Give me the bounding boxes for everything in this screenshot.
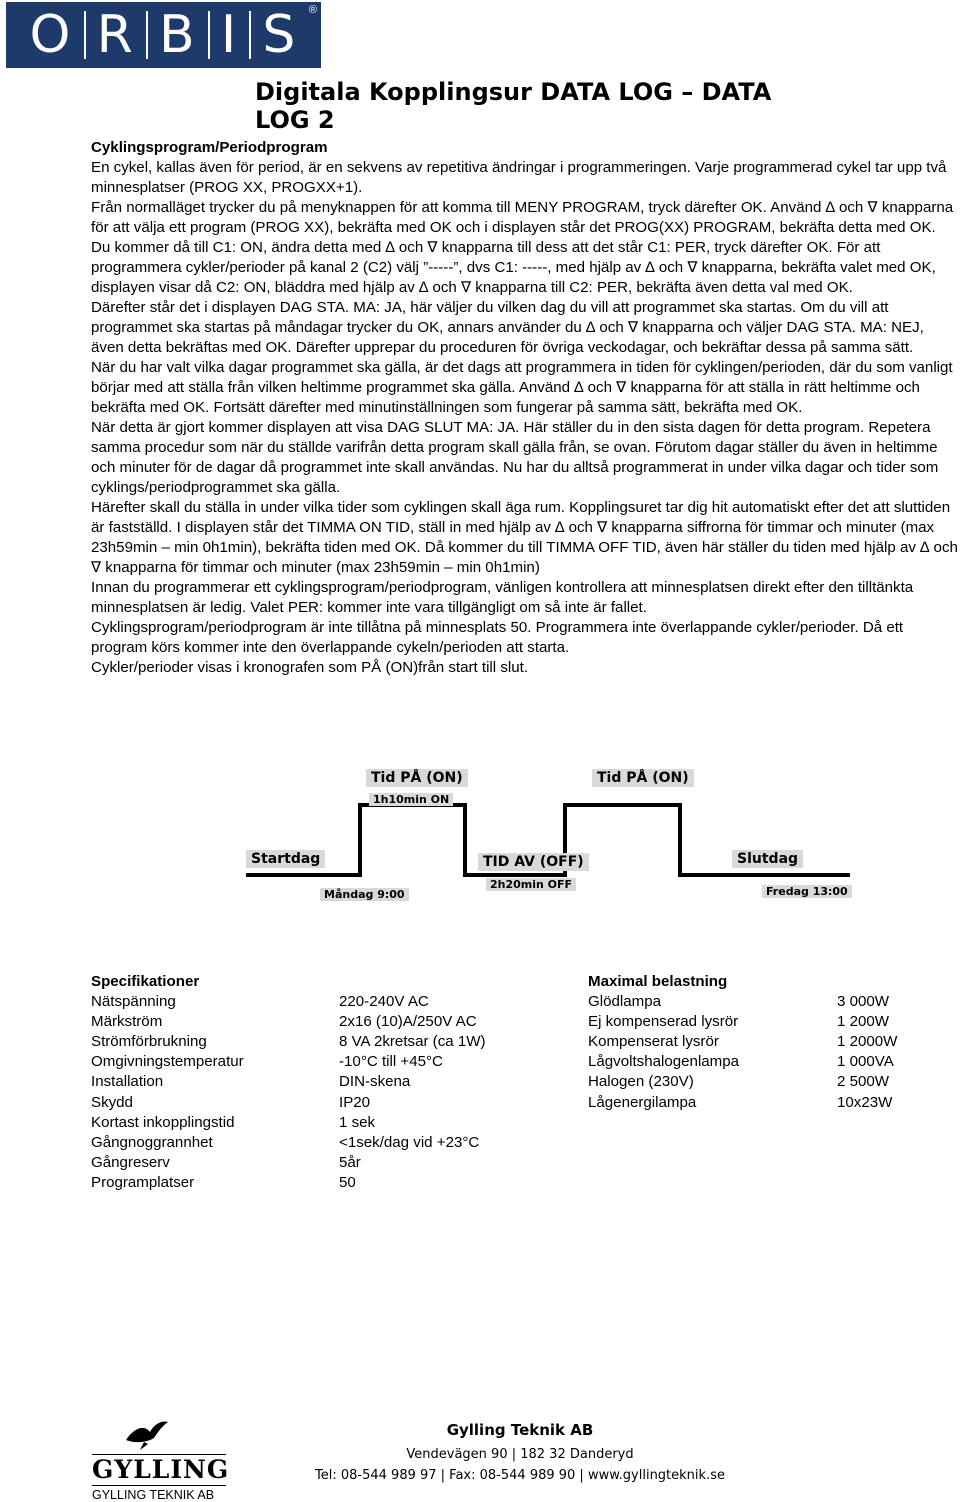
logo-letter: B — [159, 5, 197, 65]
spec-key: Märkström — [91, 1013, 163, 1031]
logo-letter: I — [220, 5, 239, 65]
spec-key: Omgivningstemperatur — [91, 1053, 244, 1071]
orbis-logo — [6, 2, 321, 68]
spec-key: Programplatser — [91, 1173, 195, 1191]
paragraph: När detta är gjort kommer displayen att visa DAG SLUT MA: JA. Här ställer du in den sista dagen för detta program. Repetera samma procedur som när du ställde varifrån detta program skall gälla från, se ovan. Förutom dagar ställer du även in heltimme och minuter för de dagar då programmet inte skall användas. Nu har du alltså programmerat in under vilka dagar och tider som cyklings/periodprogrammet ska gälla. — [91, 419, 939, 496]
paragraph: Härefter skall du ställa in under vilka tider som cyklingen skall äga rum. Kopplingsuret tar dig hit automatiskt efter det att sluttiden är fastställd. I displayen står det TIMMA ON TID, ställ in med hjälp av ∆ och ∇ knapparna siffrorna för timmar och minuter (max 23h59min – min 0h1min), bekräfta tiden med OK. Då kommer du till TIMMA OFF TID, även här ställer du tiden med hjälp av ∆ och ∇ knapparna för timmar och minuter (max 23h59min – min 0h1min) — [91, 499, 958, 576]
company-address: Vendevägen 90 | 182 32 Danderyd — [406, 1447, 634, 1462]
load-row — [588, 1012, 897, 1032]
spec-row — [91, 1133, 486, 1153]
logo-letter: S — [262, 5, 298, 65]
footer-contact — [290, 1421, 750, 1489]
load-key: Glödlampa — [588, 993, 661, 1011]
load-value: 2 500W — [837, 1073, 890, 1091]
load-value: 3 000W — [837, 993, 890, 1011]
load-row — [588, 1052, 897, 1072]
load-row — [588, 1093, 897, 1113]
paragraph: Från normalläget trycker du på menyknappen för att komma till MENY PROGRAM, tryck därefter OK. Använd ∆ och ∇ knapparna för att välja ett program (PROG XX), bekräfta med OK och i displayen står det PROG(XX) PROGRAM, bekräfta detta med OK. Du kommer då till C1: ON, ändra detta med ∆ och ∇ knapparna till dess att det står C1: PER, tryck därefter OK. För att programmera cykler/perioder på kanal 2 (C2) välj ”-----”, dvs C1: -----, med hjälp av ∆ och ∇ knapparna, bekräfta valet med OK, displayen visar då C2: ON, bläddra med hjälp av ∆ och ∇ knapparna till C2: PER, bekräfta även detta val med OK. — [91, 199, 954, 296]
spec-value: 2x16 (10)A/250V AC — [339, 1013, 477, 1031]
brand-subtitle: GYLLING TEKNIK AB — [92, 1488, 215, 1502]
load-key: Ej kompenserad lysrör — [588, 1013, 739, 1031]
load-key: Lågvoltshalogenlampa — [588, 1053, 740, 1071]
spec-value: <1sek/dag vid +23°C — [339, 1133, 480, 1151]
off-duration-label: 2h20min OFF — [486, 878, 576, 891]
spec-value: 8 VA 2kretsar (ca 1W) — [339, 1033, 486, 1051]
company-contact: Tel: 08-544 989 97 | Fax: 08-544 989 90 | www.gyllingteknik.se — [315, 1468, 725, 1483]
load-value: 10x23W — [837, 1093, 893, 1111]
paragraph: Innan du programmerar ett cyklingsprogram/periodprogram, vänligen kontrollera att minnesplatsen direkt efter den tilltänkta minnesplatsen är ledig. Valet PER: kommer inte vara tillgängligt om så inte är fallet. — [91, 579, 914, 616]
load-value: 1 000VA — [837, 1053, 894, 1071]
timing-diagram — [240, 765, 860, 900]
spec-value: 50 — [339, 1173, 356, 1191]
document-title: Digitala Kopplingsur DATA LOG – DATA LOG 2 — [255, 78, 772, 134]
paragraph: Därefter står det i displayen DAG STA. MA: JA, här väljer du vilken dag du vill att programmet ska startas. Om du vill att programmet ska startas på måndagar trycker du OK, annars använder du ∆ och ∇ knapparna och väljer DAG STA. MA: NEJ, även detta bekräftas med OK. Därefter upprepar du proceduren för övriga veckodagar, och bekräftar dessa på samma sätt. — [91, 299, 924, 356]
spec-value: -10°C till +45°C — [339, 1053, 443, 1071]
logo-divider — [146, 11, 148, 59]
spec-row — [91, 1113, 486, 1133]
gylling-logo — [92, 1418, 232, 1502]
load-row — [588, 1072, 897, 1092]
spec-row — [91, 1093, 486, 1113]
load-row — [588, 1032, 897, 1052]
cycle-program-section — [91, 138, 959, 678]
spec-value: DIN-skena — [339, 1073, 411, 1091]
logo-divider — [84, 11, 86, 59]
spec-value: 5år — [339, 1153, 361, 1171]
spec-key: Nätspänning — [91, 993, 176, 1011]
load-key: Kompenserat lysrör — [588, 1033, 719, 1051]
start-day-label: Startdag — [246, 850, 325, 868]
on-label-1: Tid PÅ (ON) — [366, 769, 468, 787]
spec-value: 220-240V AC — [339, 993, 429, 1011]
registered-mark: ® — [308, 4, 317, 16]
spec-key: Skydd — [91, 1093, 133, 1111]
load-key: Halogen (230V) — [588, 1073, 694, 1091]
on-duration-label: 1h10min ON — [369, 793, 453, 806]
logo-divider — [208, 11, 210, 59]
on-label-2: Tid PÅ (ON) — [592, 769, 694, 787]
logo-letter: R — [96, 5, 135, 65]
paragraph: En cykel, kallas även för period, är en sekvens av repetitiva ändringar i programmeringen. Varje programmerad cykel tar upp två minnesplatser (PROG XX, PROGXX+1). — [91, 159, 947, 196]
off-label: TID AV (OFF) — [478, 853, 589, 871]
company-name: Gylling Teknik AB — [446, 1421, 594, 1439]
max-load-heading: Maximal belastning — [588, 973, 728, 990]
max-load-table — [588, 972, 897, 1113]
spec-row — [91, 1173, 486, 1193]
spec-value: IP20 — [339, 1093, 371, 1111]
spec-key: Kortast inkopplingstid — [91, 1113, 235, 1131]
spec-row — [91, 1032, 486, 1052]
load-key: Lågenergilampa — [588, 1093, 697, 1111]
spec-row — [91, 1072, 486, 1092]
logo-letter: O — [29, 5, 73, 65]
spec-row — [91, 1052, 486, 1072]
spec-row — [91, 1012, 486, 1032]
paragraph: Cykler/perioder visas i kronografen som PÅ (ON)från start till slut. — [91, 659, 529, 676]
spec-row — [91, 992, 486, 1012]
bird-icon — [122, 1418, 172, 1452]
spec-key: Gångnoggrannhet — [91, 1133, 213, 1151]
end-day-time: Fredag 13:00 — [762, 885, 852, 898]
spec-key: Strömförbrukning — [91, 1033, 207, 1051]
section-heading: Cyklingsprogram/Periodprogram — [91, 139, 328, 156]
load-value: 1 200W — [837, 1013, 890, 1031]
load-row — [588, 992, 897, 1012]
spec-key: Installation — [91, 1073, 164, 1091]
spec-value: 1 sek — [339, 1113, 376, 1131]
start-day-time: Måndag 9:00 — [320, 888, 409, 901]
paragraph: När du har valt vilka dagar programmet ska gälla, är det dags att programmera in tiden för cyklingen/perioden, där du som vanligt börjar med att ställa från vilken heltimme programmet ska gälla. Använd ∆ och ∇ knapparna för att ställa in rätt heltimme och bekräfta med OK. Fortsätt därefter med minutinställningen som fungerar på samma sätt, bekräfta med OK. — [91, 359, 953, 416]
brand-wordmark: GYLLING — [92, 1455, 230, 1484]
paragraph: Cyklingsprogram/periodprogram är inte tillåtna på minnesplats 50. Programmera inte överlappande cykler/perioder. Då ett program körs kommer inte den överlappande cykeln/perioden att starta. — [91, 619, 904, 656]
logo-divider — [249, 11, 251, 59]
spec-row — [91, 1153, 486, 1173]
spec-key: Gångreserv — [91, 1153, 170, 1171]
specifications-heading: Specifikationer — [91, 973, 200, 990]
specifications-table — [91, 972, 486, 1193]
load-value: 1 2000W — [837, 1033, 898, 1051]
end-day-label: Slutdag — [732, 850, 803, 868]
